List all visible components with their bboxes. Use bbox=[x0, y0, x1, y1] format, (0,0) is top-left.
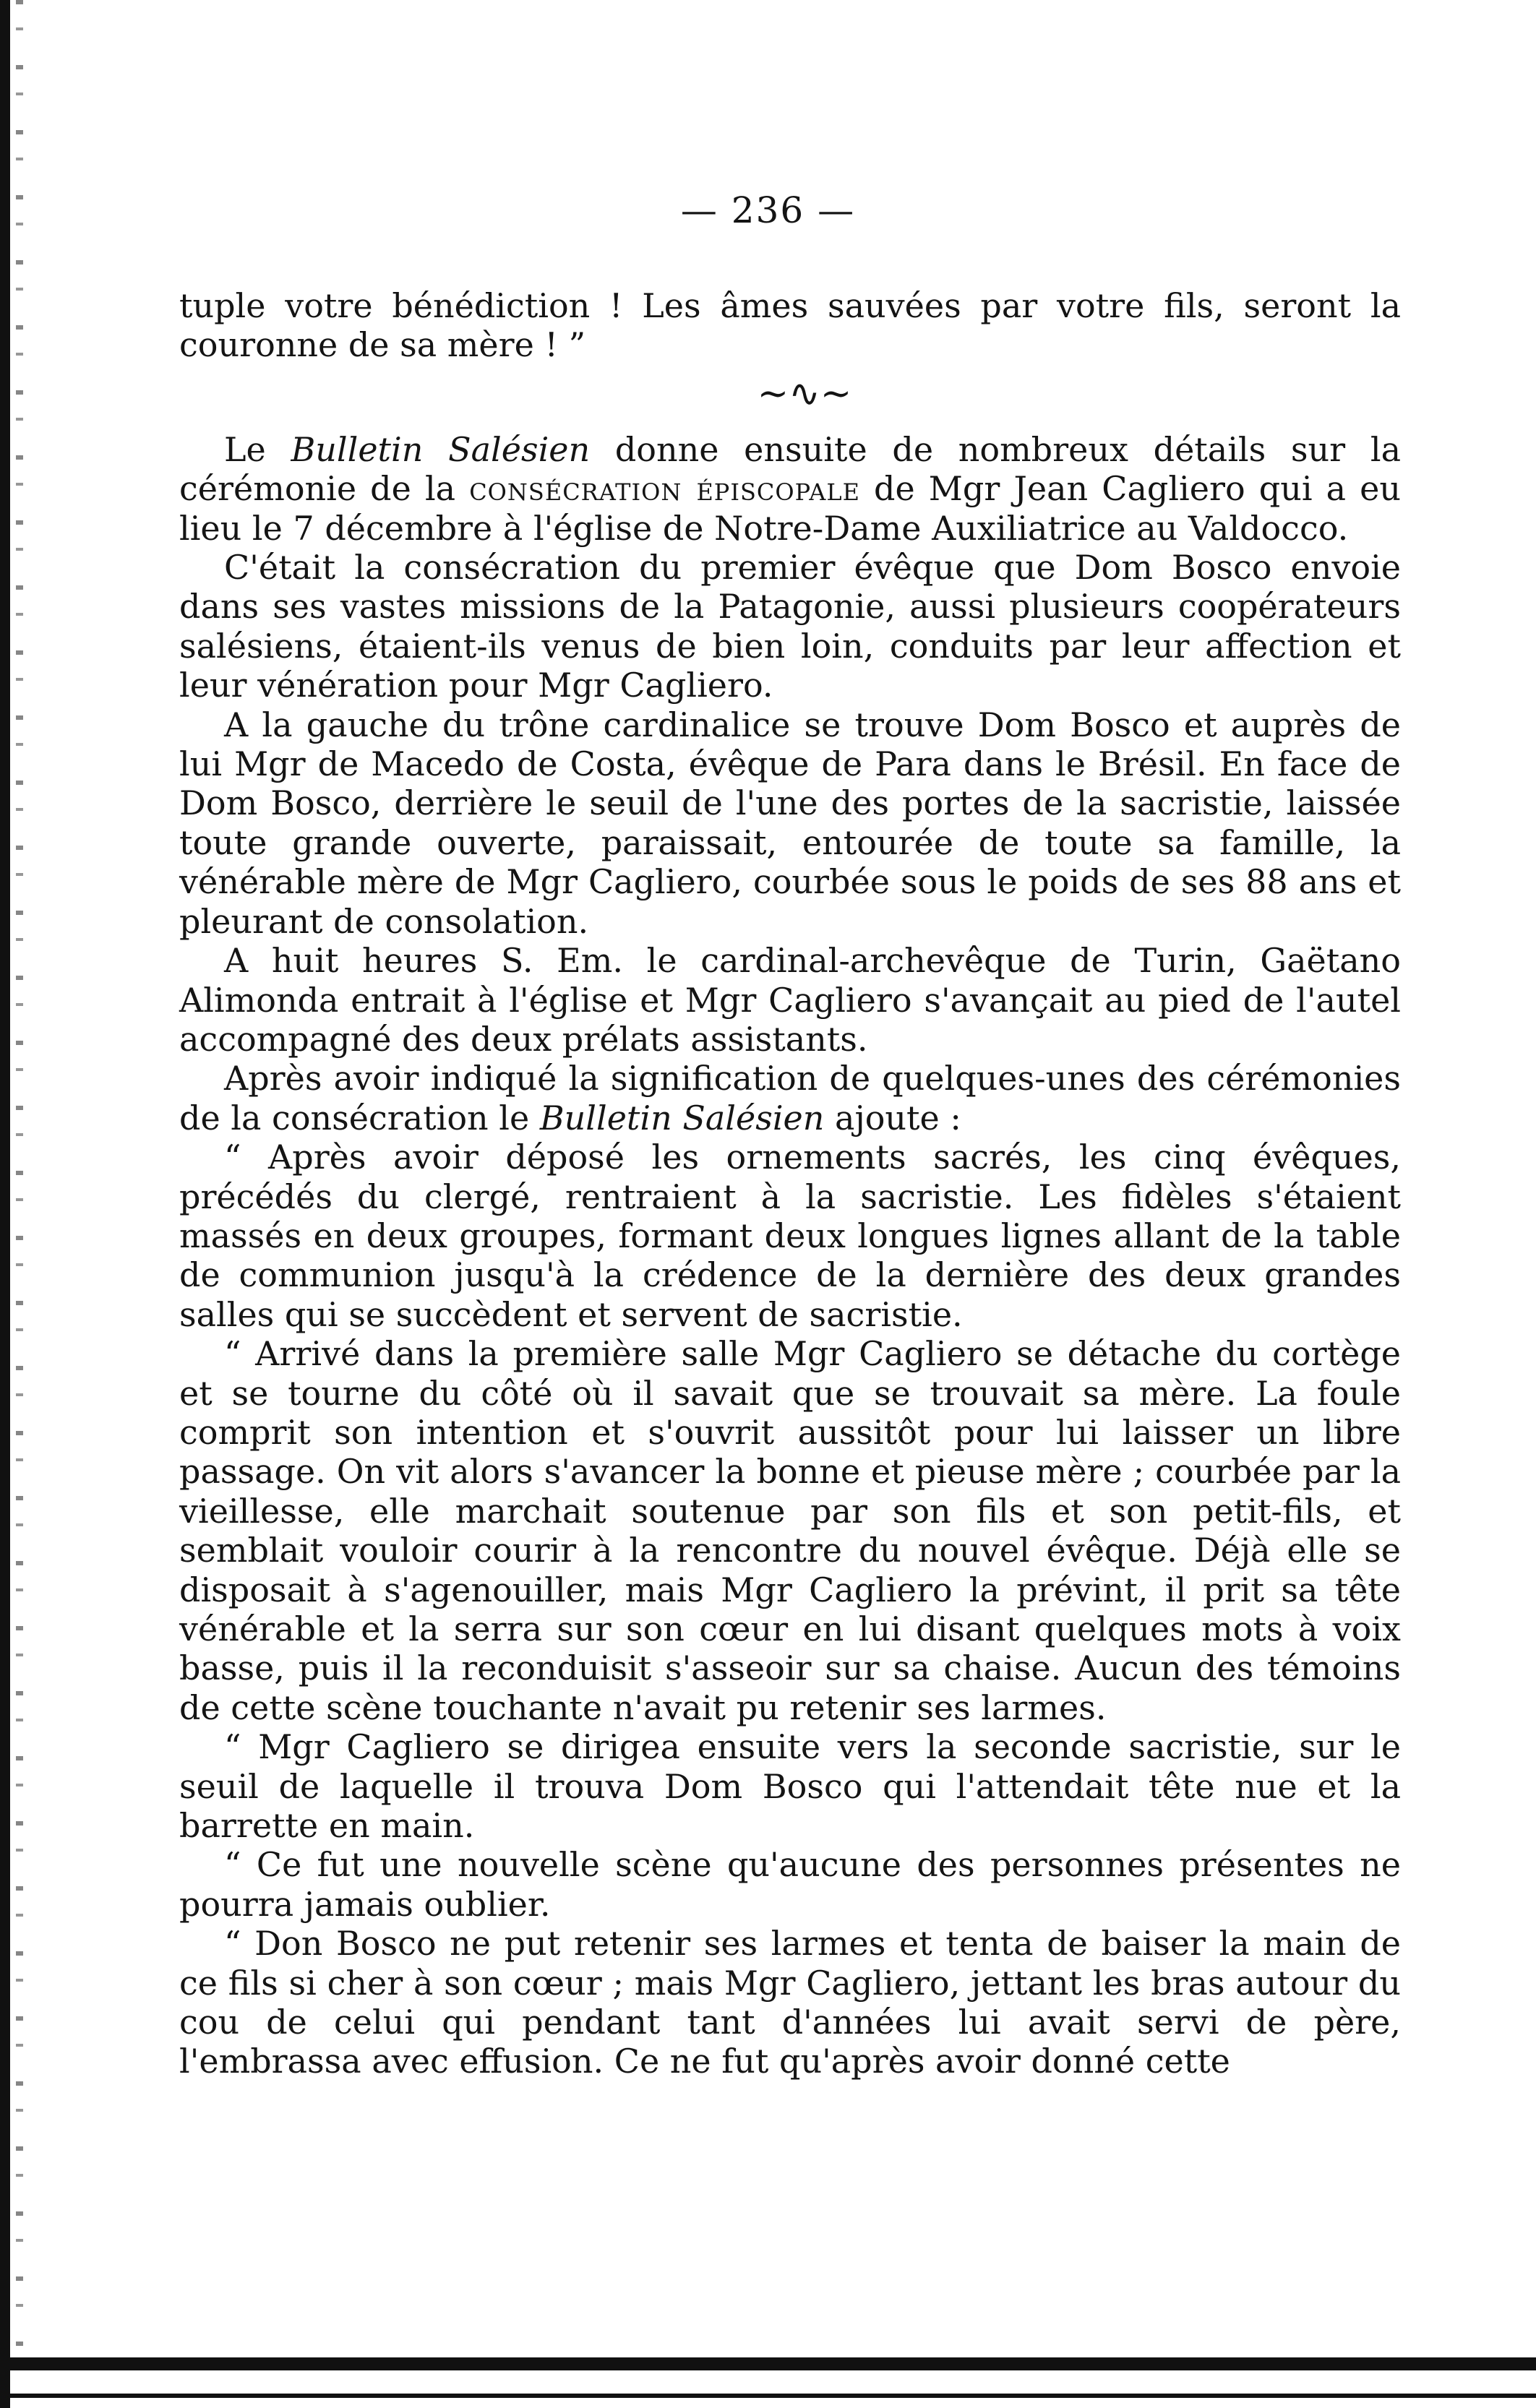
paragraph-bulletin-intro: Le Bulletin Salésien donne ensuite de nombreux détails sur la cérémonie de la consécration épiscopale de Mgr Jean Cagliero qui a eu lieu le 7 décembre à l'église de Notre-Dame Auxiliatrice au Valdocco. bbox=[179, 429, 1402, 548]
paragraph-continuation: tuple votre bénédiction ! Les âmes sauvées par votre fils, seront la couronne de sa mère ! ” bbox=[179, 286, 1401, 365]
paragraph-quote: “ Après avoir déposé les ornements sacrés, les cinq évêques, précédés du clergé, rentraient à la sacristie. Les fidèles s'étaient massés en deux groupes, formant deux longues lignes allant de la table de communion jusqu'à la crédence de la dernière des deux grandes salles qui se succèdent et servent de sacristie. bbox=[179, 1138, 1401, 1334]
scan-bottom-border bbox=[10, 2357, 1536, 2370]
publication-title: Bulletin Salésien bbox=[291, 429, 591, 469]
scan-edge-speckle bbox=[16, 0, 23, 2356]
body-text bbox=[179, 286, 1401, 2081]
paragraph-quote: “ Ce fut une nouvelle scène qu'aucune des personnes présentes ne pourra jamais oublier. bbox=[179, 1845, 1401, 1924]
page-number: — 236 — bbox=[680, 189, 856, 231]
paragraph: C'était la consécration du premier évêque que Dom Bosco envoie dans ses vastes missions de la Patagonie, aussi plusieurs coopérateurs salésiens, étaient-ils venus de bien loin, conduits par leur affection et leur vénération pour Mgr Cagliero. bbox=[179, 548, 1401, 705]
paragraph-quote: “ Don Bosco ne put retenir ses larmes et tenta de baiser la main de ce fils si cher à son cœur ; mais Mgr Cagliero, jettant les bras autour du cou de celui qui pendant tant d'années lui avait servi de père, l'embrassa avec effusion. Ce ne fut qu'après avoir donné cette bbox=[179, 1924, 1401, 2081]
publication-title: Bulletin Salésien bbox=[539, 1098, 825, 1138]
scan-bottom-border-thin bbox=[10, 2394, 1536, 2398]
paragraph-quote: “ Arrivé dans la première salle Mgr Cagliero se détache du cortège et se tourne du côté où il savait que se trouvait sa mère. La foule comprit son intention et s'ouvrit aussitôt pour lui laisser un libre passage. On vit alors s'avancer la bonne et pieuse mère ; courbée par la vieillesse, elle marchait soutenue par son fils et son petit-fils, et semblait vouloir courir à la rencontre du nouvel évêque. Déjà elle se disposait à s'agenouiller, mais Mgr Cagliero la prévint, il prit sa tête vénérable et la serra sur son cœur en lui disant quelques mots à voix basse, puis il la reconduisit s'asseoir sur sa chaise. Aucun des témoins de cette scène touchante n'avait pu retenir ses larmes. bbox=[179, 1334, 1401, 1727]
paragraph-ceremonies: Après avoir indiqué la signification de quelques-unes des cérémonies de la consécration le Bulletin Salésien ajoute : bbox=[179, 1059, 1401, 1138]
smallcaps-term: consécration épiscopale bbox=[469, 469, 860, 509]
paragraph: A la gauche du trône cardinalice se trouve Dom Bosco et auprès de lui Mgr de Macedo de Costa, évêque de Para dans le Brésil. En face de Dom Bosco, derrière le seuil de l'une des portes de la sacristie, laissée toute grande ouverte, paraissait, entourée de toute sa famille, la vénérable mère de Mgr Cagliero, courbée sous le poids de ses 88 ans et pleurant de consolation. bbox=[179, 705, 1401, 941]
paragraph-quote: “ Mgr Cagliero se dirigea ensuite vers la seconde sacristie, sur le seuil de laquelle il trouva Dom Bosco qui l'attendait tête nue et la barrette en main. bbox=[179, 1727, 1401, 1846]
scan-left-border bbox=[0, 0, 10, 2408]
paragraph: A huit heures S. Em. le cardinal-archevêque de Turin, Gaëtano Alimonda entrait à l'église et Mgr Cagliero s'avançait au pied de l'autel accompagné des deux prélats assistants. bbox=[179, 941, 1401, 1059]
section-ornament: ~∿~ bbox=[757, 371, 852, 416]
